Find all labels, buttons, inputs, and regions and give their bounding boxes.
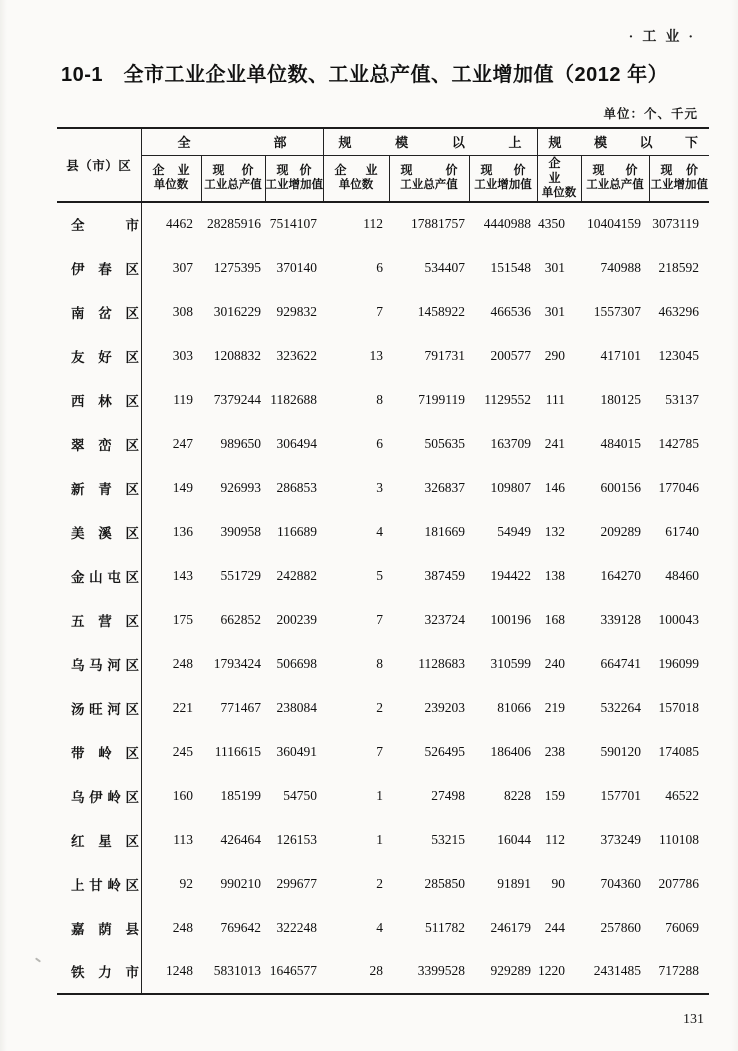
cell-value: 4440988 [483, 216, 532, 231]
row-label: 五营区 [71, 613, 139, 629]
row-label: 嘉荫县 [71, 921, 139, 937]
page-number: 131 [683, 1012, 704, 1027]
cell-value: 360491 [276, 743, 318, 759]
cell-value: 4462 [166, 216, 193, 231]
row-label-cell [57, 202, 141, 246]
cell-value: 132 [544, 523, 566, 539]
row-label: 全市 [71, 218, 139, 233]
cell-value: 7 [376, 303, 384, 319]
table-row [57, 554, 709, 598]
cell-value: 5831013 [213, 963, 261, 978]
col-header-output: 现价 工业总产值 [201, 155, 265, 202]
cell-value: 180125 [600, 391, 642, 407]
table-body [57, 202, 709, 994]
cell-value: 116689 [277, 523, 318, 539]
row-label-cell [57, 906, 141, 950]
group-header-below-scale: 规模以下 [537, 128, 709, 155]
cell-value: 209289 [600, 523, 642, 539]
cell-value: 600156 [600, 479, 642, 495]
cell-value: 61740 [665, 523, 700, 539]
row-label-cell [57, 510, 141, 554]
cell-value: 186406 [490, 743, 532, 759]
cell-value: 1 [376, 831, 384, 847]
cell-value: 290 [544, 347, 566, 363]
cell-value: 112 [545, 831, 566, 847]
cell-value: 53215 [431, 831, 466, 847]
cell-value: 143 [172, 567, 193, 583]
table-row [57, 642, 709, 686]
cell-value: 532264 [600, 699, 642, 715]
cell-value: 181669 [424, 523, 466, 539]
cell-value: 426464 [220, 831, 261, 847]
cell-value: 90 [551, 875, 566, 891]
table-row [57, 730, 709, 774]
row-label: 带岭区 [71, 745, 139, 761]
cell-value: 185199 [220, 787, 261, 803]
cell-value: 339128 [600, 611, 642, 627]
row-label-cell [57, 290, 141, 334]
row-label: 汤旺河区 [71, 701, 139, 717]
cell-value: 417101 [600, 347, 642, 363]
row-label-cell [57, 642, 141, 686]
cell-value: 257860 [600, 919, 642, 935]
cell-value: 484015 [600, 435, 642, 451]
cell-value: 91891 [497, 875, 532, 891]
cell-value: 92 [179, 875, 193, 891]
cell-value: 245 [172, 743, 193, 759]
cell-value: 28285916 [207, 216, 261, 231]
table-row [57, 686, 709, 730]
col-header-units: 企业 单位数 [323, 155, 389, 202]
row-header-text: 县（市）区 [66, 158, 132, 173]
table-row [57, 246, 709, 290]
table-row [57, 774, 709, 818]
row-label: 乌伊岭区 [71, 789, 139, 805]
cell-value: 3399528 [417, 963, 466, 978]
cell-value: 7514107 [269, 216, 318, 231]
cell-value: 3 [376, 479, 384, 495]
cell-value: 177046 [658, 479, 700, 495]
cell-value: 142785 [658, 435, 700, 451]
cell-value: 241 [544, 435, 566, 451]
cell-value: 81066 [497, 699, 532, 715]
cell-value: 27498 [431, 787, 466, 803]
cell-value: 109807 [490, 479, 532, 495]
cell-value: 6 [376, 259, 384, 275]
cell-value: 54750 [283, 787, 318, 803]
cell-value: 1129552 [484, 391, 532, 407]
cell-value: 136 [172, 523, 193, 539]
cell-value: 8228 [504, 787, 532, 803]
cell-value: 53137 [665, 391, 700, 407]
cell-value: 159 [544, 787, 566, 803]
cell-value: 8 [376, 655, 384, 671]
cell-value: 100196 [490, 611, 532, 627]
cell-value: 248 [172, 919, 193, 935]
cell-value: 664741 [600, 655, 642, 671]
cell-value: 221 [172, 699, 193, 715]
row-label-cell [57, 554, 141, 598]
cell-value: 1458922 [417, 303, 466, 319]
cell-value: 551729 [220, 567, 261, 583]
cell-value: 769642 [220, 919, 261, 935]
cell-value: 704360 [600, 875, 642, 891]
cell-value: 151548 [490, 259, 532, 275]
cell-value: 308 [172, 303, 193, 319]
table-row [57, 862, 709, 906]
row-label: 新青区 [71, 481, 139, 497]
page-title: 10-1 全市工业企业单位数、工业总产值、工业增加值（2012 年） [61, 64, 669, 86]
cell-value: 200239 [276, 611, 318, 627]
row-label: 西林区 [71, 393, 139, 409]
row-label: 乌马河区 [71, 657, 139, 673]
cell-value: 7 [376, 743, 384, 759]
cell-value: 1182688 [270, 391, 318, 407]
cell-value: 323622 [276, 347, 318, 363]
cell-value: 306494 [276, 435, 318, 451]
cell-value: 285850 [424, 875, 466, 891]
table-row [57, 466, 709, 510]
statistics-table [57, 127, 709, 995]
cell-value: 323724 [424, 611, 466, 627]
cell-value: 46522 [665, 787, 700, 803]
cell-value: 157701 [600, 787, 642, 803]
row-label-cell [57, 774, 141, 818]
cell-value: 7 [376, 611, 384, 627]
cell-value: 4 [376, 919, 384, 935]
cell-value: 506698 [276, 655, 318, 671]
table-row [57, 202, 709, 246]
row-label: 金山屯区 [71, 569, 139, 585]
cell-value: 1793424 [213, 655, 261, 671]
cell-value: 149 [172, 479, 193, 495]
table-row [57, 290, 709, 334]
cell-value: 218592 [658, 259, 700, 275]
table-row [57, 422, 709, 466]
cell-value: 1220 [538, 963, 566, 978]
cell-value: 100043 [658, 611, 700, 627]
cell-value: 286853 [276, 479, 318, 495]
col-header-added-value: 现价 工业增加值 [469, 155, 537, 202]
table-row [57, 950, 709, 994]
row-label-cell [57, 246, 141, 290]
cell-value: 717288 [658, 963, 700, 978]
row-label-cell [57, 466, 141, 510]
cell-value: 146 [544, 479, 566, 495]
cell-value: 10404159 [587, 216, 642, 231]
cell-value: 123045 [658, 347, 700, 363]
cell-value: 387459 [424, 567, 466, 583]
row-header-label [57, 128, 141, 202]
cell-value: 4 [376, 523, 384, 539]
table-header [57, 128, 709, 202]
col-header-added-value: 现价 工业增加值 [265, 155, 323, 202]
cell-value: 174085 [658, 743, 700, 759]
col-header-units: 企业 单位数 [141, 155, 201, 202]
row-label: 友好区 [71, 349, 139, 365]
table-row [57, 510, 709, 554]
cell-value: 526495 [424, 743, 466, 759]
cell-value: 2431485 [593, 963, 642, 978]
cell-value: 244 [544, 919, 566, 935]
cell-value: 1208832 [213, 347, 261, 363]
cell-value: 8 [376, 391, 384, 407]
scan-artifact [35, 957, 41, 962]
cell-value: 6 [376, 435, 384, 451]
cell-value: 7379244 [213, 391, 261, 407]
table-row [57, 598, 709, 642]
cell-value: 13 [369, 347, 384, 363]
cell-value: 138 [544, 567, 566, 583]
cell-value: 326837 [424, 479, 466, 495]
cell-value: 76069 [665, 919, 700, 935]
row-label: 红星区 [71, 833, 139, 849]
table-row [57, 334, 709, 378]
cell-value: 238 [544, 743, 566, 759]
cell-value: 242882 [276, 567, 318, 583]
cell-value: 373249 [600, 831, 642, 847]
cell-value: 1116615 [214, 743, 261, 759]
cell-value: 196099 [658, 655, 700, 671]
cell-value: 771467 [220, 699, 261, 715]
cell-value: 240 [544, 655, 566, 671]
row-label-cell [57, 950, 141, 994]
cell-value: 1248 [166, 963, 193, 978]
cell-value: 307 [172, 259, 193, 275]
cell-value: 3073119 [652, 216, 700, 231]
cell-value: 2 [376, 875, 384, 891]
col-header-output: 现价 工业总产值 [581, 155, 649, 202]
cell-value: 4350 [538, 216, 566, 231]
row-label: 翠峦区 [71, 437, 139, 453]
cell-value: 112 [363, 216, 384, 231]
cell-value: 926993 [220, 479, 261, 495]
cell-value: 175 [172, 611, 193, 627]
cell-value: 119 [173, 391, 193, 407]
row-label: 铁力市 [71, 965, 139, 980]
cell-value: 590120 [600, 743, 642, 759]
cell-value: 370140 [276, 259, 318, 275]
cell-value: 160 [172, 787, 193, 803]
group-header-above-scale: 规模以上 [323, 128, 537, 155]
cell-value: 3016229 [213, 303, 261, 319]
cell-value: 929289 [490, 963, 532, 978]
cell-value: 17881757 [411, 216, 466, 231]
cell-value: 990210 [220, 875, 261, 891]
cell-value: 48460 [665, 567, 700, 583]
cell-value: 163709 [490, 435, 532, 451]
cell-value: 207786 [658, 875, 700, 891]
cell-value: 662852 [220, 611, 261, 627]
cell-value: 791731 [424, 347, 466, 363]
cell-value: 1 [376, 787, 384, 803]
row-label: 南岔区 [71, 305, 139, 321]
unit-note: 单位：个、千元 [603, 107, 698, 121]
cell-value: 505635 [424, 435, 466, 451]
cell-value: 7199119 [418, 391, 466, 407]
cell-value: 16044 [497, 831, 532, 847]
row-label-cell [57, 422, 141, 466]
cell-value: 239203 [424, 699, 466, 715]
cell-value: 1275395 [213, 259, 261, 275]
cell-value: 301 [544, 303, 566, 319]
cell-value: 740988 [600, 259, 642, 275]
cell-value: 2 [376, 699, 384, 715]
col-header-added-value: 现价 工业增加值 [649, 155, 709, 202]
cell-value: 246179 [490, 919, 532, 935]
row-label-cell [57, 730, 141, 774]
cell-value: 238084 [276, 699, 318, 715]
row-label: 伊春区 [71, 261, 139, 277]
cell-value: 1128683 [418, 655, 466, 671]
cell-value: 194422 [490, 567, 532, 583]
row-label-cell [57, 686, 141, 730]
section-label: ·工业· [628, 30, 702, 45]
cell-value: 126153 [276, 831, 318, 847]
cell-value: 200577 [490, 347, 532, 363]
cell-value: 248 [172, 655, 193, 671]
row-label-cell [57, 598, 141, 642]
cell-value: 466536 [490, 303, 532, 319]
row-label-cell [57, 334, 141, 378]
cell-value: 110108 [659, 831, 700, 847]
cell-value: 111 [545, 391, 566, 407]
cell-value: 534407 [424, 259, 466, 275]
table-row [57, 906, 709, 950]
cell-value: 310599 [490, 655, 532, 671]
cell-value: 929832 [276, 303, 318, 319]
cell-value: 247 [172, 435, 193, 451]
cell-value: 54949 [497, 523, 532, 539]
cell-value: 164270 [600, 567, 642, 583]
cell-value: 219 [544, 699, 566, 715]
row-label: 美溪区 [71, 525, 139, 541]
group-header-all: 全部 [141, 128, 323, 155]
cell-value: 113 [173, 831, 193, 847]
cell-value: 989650 [220, 435, 261, 451]
col-header-units: 企业 单位数 [537, 155, 581, 202]
cell-value: 5 [376, 567, 384, 583]
table-row [57, 378, 709, 422]
cell-value: 511782 [425, 919, 466, 935]
cell-value: 168 [544, 611, 566, 627]
row-label-cell [57, 378, 141, 422]
cell-value: 1646577 [269, 963, 318, 978]
cell-value: 157018 [658, 699, 700, 715]
row-label-cell [57, 818, 141, 862]
cell-value: 390958 [220, 523, 261, 539]
cell-value: 322248 [276, 919, 318, 935]
cell-value: 301 [544, 259, 566, 275]
table-row [57, 818, 709, 862]
cell-value: 28 [369, 963, 384, 978]
row-label: 上甘岭区 [71, 877, 139, 893]
cell-value: 299677 [276, 875, 318, 891]
cell-value: 463296 [658, 303, 700, 319]
cell-value: 303 [172, 347, 193, 363]
col-header-output: 现价 工业总产值 [389, 155, 469, 202]
cell-value: 1557307 [593, 303, 642, 319]
row-label-cell [57, 862, 141, 906]
